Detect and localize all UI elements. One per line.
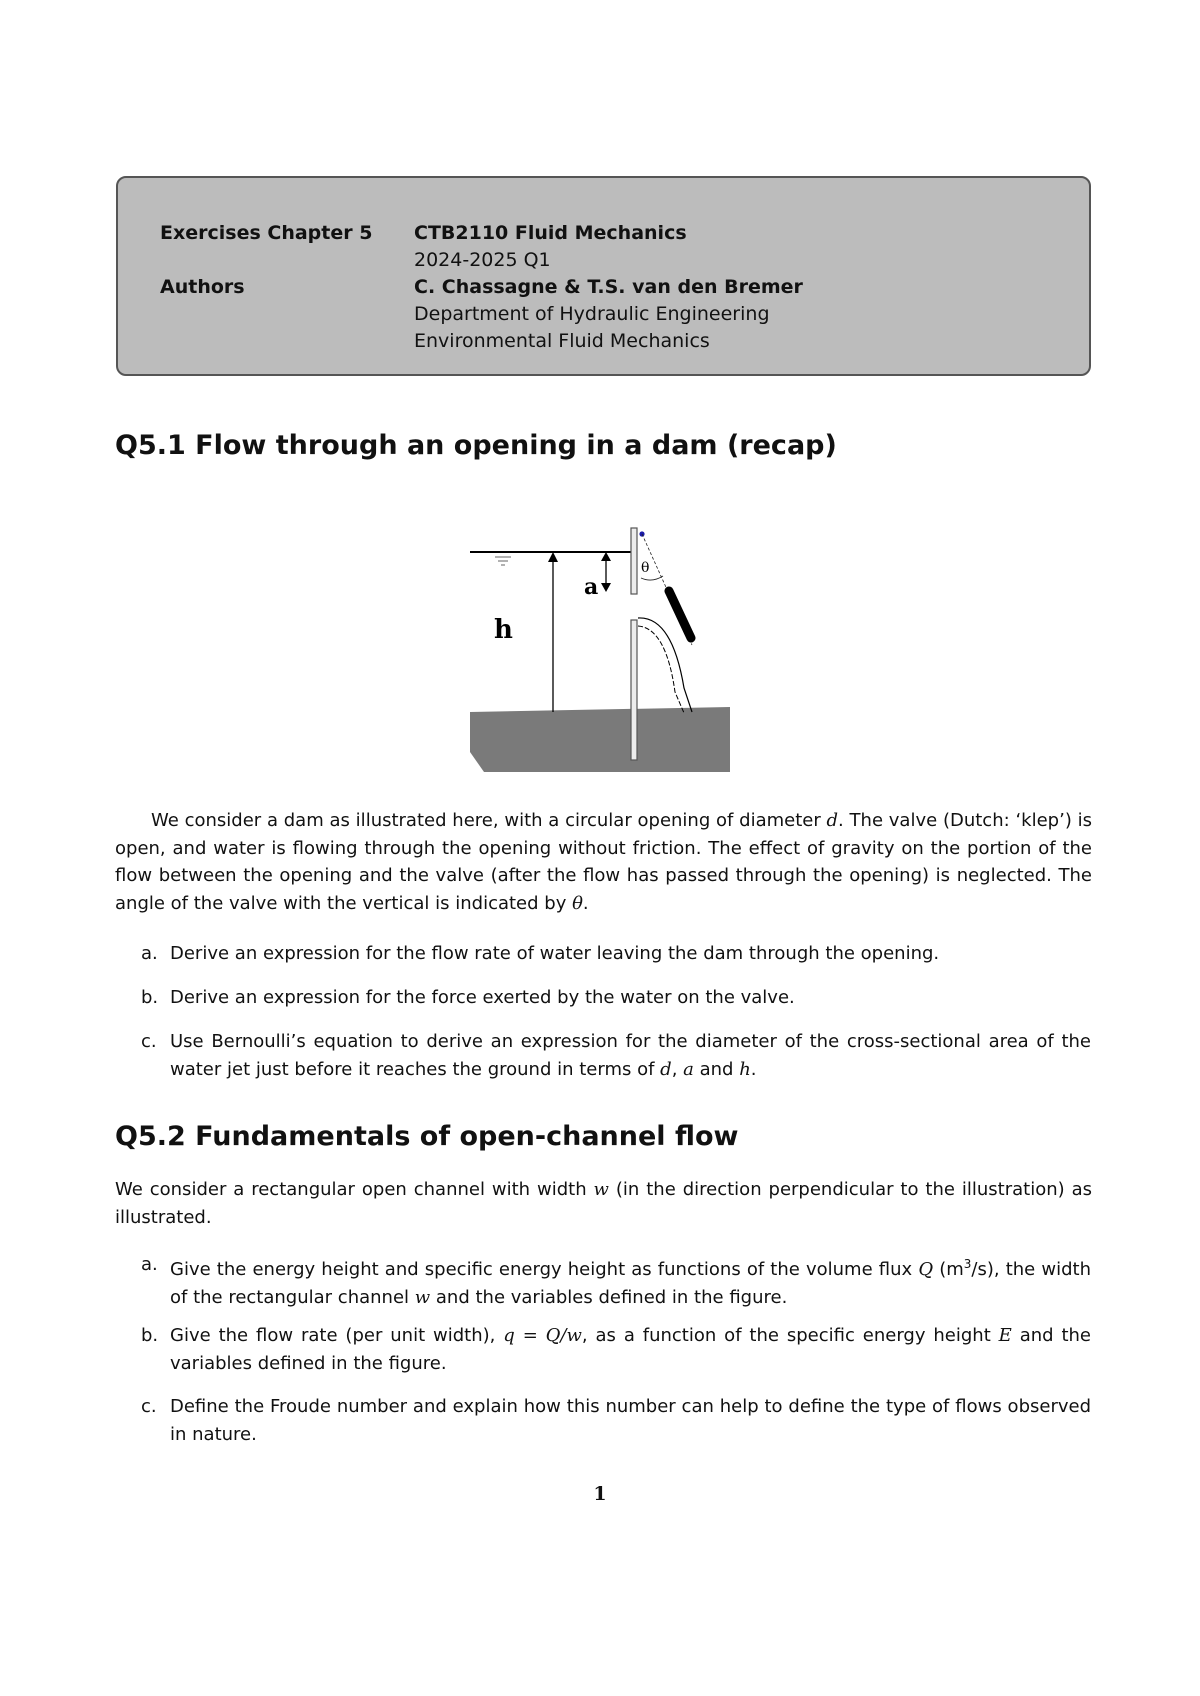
q2-item-a: a. Give the energy height and specific energy height as functions of the volume flux Q $(m^3/s)$, the width of the rectangular channel w and the variables defined in the figure. [141,1254,1091,1308]
q2-item-c: c. Define the Froude number and explain how this number can help to define the type of flows observed in nature. [141,1396,1091,1445]
authors: C. Chassagne & T.S. van den Bremer [414,276,803,298]
dam-wall-lower [631,620,637,760]
q2-title: Q5.2 Fundamentals of open-channel flow [115,1121,739,1152]
label-h: h [494,615,513,645]
q1-title: Q5.1 Flow through an opening in a dam (recap) [115,430,837,461]
var-d: d [826,810,839,831]
page-number: 1 [593,1483,607,1505]
q2-item-b: b. Give the flow rate (per unit width), q = Q/w, as a function of the specific energy height E and the variables defined in the figure. [141,1325,1091,1374]
authors-label: Authors [160,276,245,298]
q2-intro: We consider a rectangular open channel with width w (in the direction perpendicular to the illustration) as illustrated. [115,1179,1092,1228]
label-a: a [584,574,599,600]
valve [669,591,691,638]
dam-figure [460,520,740,780]
jet-inner [638,626,684,713]
course-title: CTB2110 Fluid Mechanics [414,222,687,244]
q1-item-c: c. Use Bernoulli’s equation to derive an expression for the diameter of the cross-sectional area of the water jet just before it reaches the ground in terms of d, a and h. [141,1031,1091,1080]
var-theta: θ [572,892,583,914]
q1-item-a: a. Derive an expression for the flow rate of water leaving the dam through the opening. [141,943,940,964]
q1-intro: We consider a dam as illustrated here, with a circular opening of diameter d. The valve (Dutch: ‘klep’) is open, and water is flowing through the opening without friction. The effect of gravity on the portion of the flow between the opening and the valve (after the flow has passed through the opening) is neglected. The angle of the valve with the vertical is indicated by θ. [115,810,1092,914]
header-box [116,176,1091,376]
term: 2024-2025 Q1 [414,249,551,271]
dam-diagram [460,520,740,780]
exercises-label: Exercises Chapter 5 [160,222,373,244]
label-theta: θ [641,560,650,576]
theta-arc [641,576,663,580]
section: Environmental Fluid Mechanics [414,330,710,352]
q1-item-b: b. Derive an expression for the force exerted by the water on the valve. [141,987,795,1008]
dam-wall-upper [631,528,637,594]
department: Department of Hydraulic Engineering [414,303,770,325]
ground-shape [470,707,730,772]
